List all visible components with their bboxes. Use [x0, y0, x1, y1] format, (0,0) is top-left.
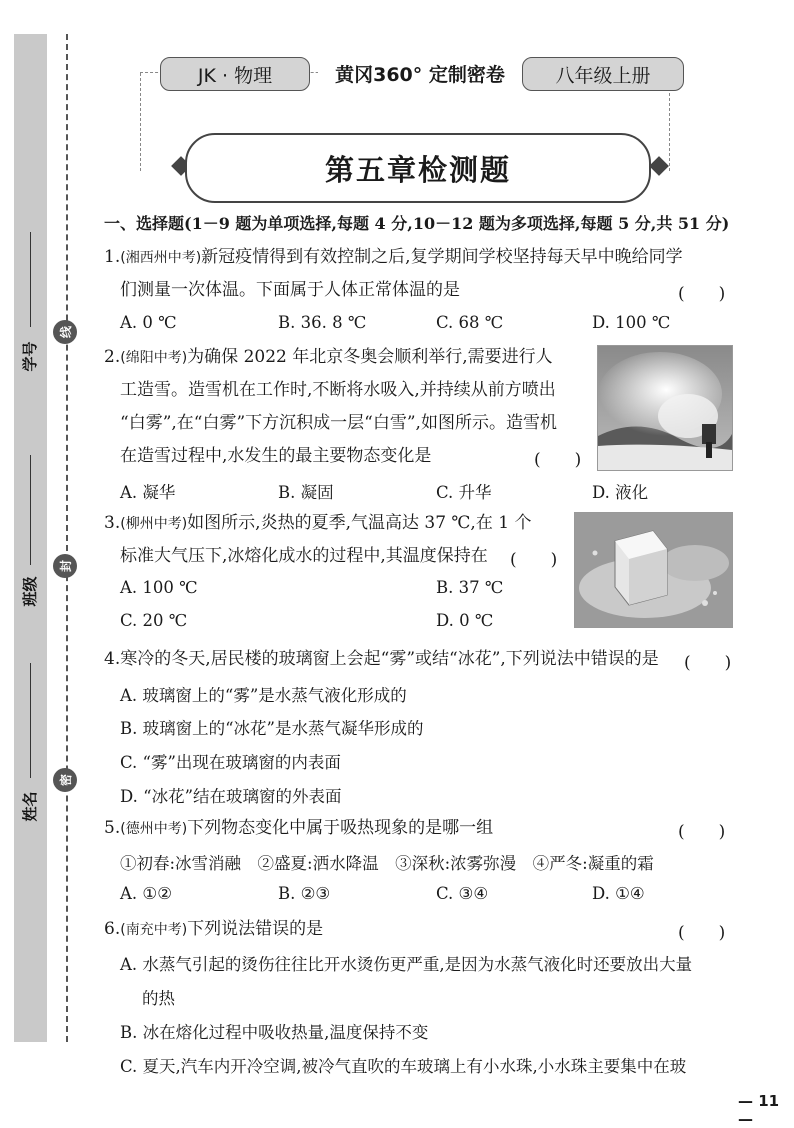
- q2-option-a: A. 凝华: [120, 483, 176, 502]
- page-title-text: 第五章检测题: [324, 152, 511, 187]
- brand-name: 黄冈360° 定制密卷: [318, 57, 522, 89]
- name-line: [30, 663, 31, 778]
- snow-machine-illustration: [598, 346, 732, 470]
- q4-option-c: C. “雾”出现在玻璃窗的内表面: [120, 753, 341, 772]
- class-line: [30, 455, 31, 565]
- q5-option-d: D. ①④: [592, 884, 645, 903]
- q2-option-d: D. 液化: [592, 483, 649, 502]
- q5-items: ①初春:冰雪消融 ②盛夏:洒水降温 ③深秋:浓雾弥漫 ④严冬:凝重的霜: [120, 854, 654, 873]
- q2-text1: 为确保 2022 年北京冬奥会顺利举行,需要进行人: [187, 347, 553, 367]
- q2-answer-paren: ( ): [534, 450, 582, 470]
- student-id-line: [30, 232, 31, 327]
- q2-option-b: B. 凝固: [278, 483, 334, 502]
- q1-number: 1.: [104, 247, 121, 267]
- q6-source: (南充中考): [120, 922, 188, 938]
- q4-text1: 寒冷的冬天,居民楼的玻璃窗上会起“雾”或结“冰花”,下列说法中错误的是: [120, 649, 659, 669]
- q1-answer-paren: ( ): [678, 284, 726, 304]
- q3-option-a: A. 100 ℃: [120, 578, 198, 597]
- q5-line1: [104, 817, 493, 840]
- q6-option-a-line2: 的热: [142, 989, 175, 1008]
- q1-line1: [104, 246, 683, 269]
- q3-option-d: D. 0 ℃: [436, 611, 494, 630]
- q1-line2: 们测量一次体温。下面属于人体正常体温的是: [120, 280, 460, 300]
- section-heading: 一、选择题(1－9 题为单项选择,每题 4 分,10－12 题为多项选择,每题 5 分,共 51 分): [104, 214, 730, 233]
- q5-option-c: C. ③④: [436, 884, 489, 903]
- q6-option-a-line1: A. 水蒸气引起的烫伤往往比开水烫伤更严重,是因为水蒸气液化时还要放出大量: [120, 955, 693, 974]
- student-id-label: 学号: [21, 341, 39, 372]
- q3-line1: [104, 512, 531, 535]
- q2-option-c: C. 升华: [436, 483, 492, 502]
- q5-option-b: B. ②③: [278, 884, 331, 903]
- q4-number: 4.: [104, 649, 121, 669]
- q3-answer-paren: ( ): [510, 550, 558, 570]
- q2-number: 2.: [104, 347, 121, 367]
- page-title: [185, 133, 651, 203]
- q4-line1: [104, 648, 659, 670]
- q1-option-d: D. 100 ℃: [592, 313, 671, 332]
- q6-answer-paren: ( ): [678, 923, 726, 943]
- q3-line2: 标准大气压下,冰熔化成水的过程中,其温度保持在: [120, 546, 488, 566]
- q2-line1: [104, 346, 553, 369]
- ice-cube-image: [574, 512, 733, 628]
- q1-text1: 新冠疫情得到有效控制之后,复学期间学校坚持每天早中晚给同学: [201, 247, 683, 267]
- q4-answer-paren: ( ): [684, 653, 732, 673]
- q5-option-a: A. ①②: [120, 884, 172, 903]
- class-label: 班级: [21, 576, 39, 607]
- seal-dense-mark: 密: [53, 768, 77, 792]
- q1-option-c: C. 68 ℃: [436, 313, 504, 332]
- seal-seal-mark: 封: [53, 554, 77, 578]
- q6-number: 6.: [104, 919, 121, 939]
- ice-cube-illustration: [575, 513, 732, 627]
- q5-text1: 下列物态变化中属于吸热现象的是哪一组: [187, 818, 494, 838]
- q5-answer-paren: ( ): [678, 822, 726, 842]
- q6-line1: [104, 918, 323, 941]
- q2-line2: 工造雪。造雪机在工作时,不断将水吸入,并持续从前方喷出: [120, 380, 556, 400]
- snow-machine-image: [597, 345, 733, 471]
- q6-option-b: B. 冰在熔化过程中吸收热量,温度保持不变: [120, 1023, 429, 1042]
- q3-source: (柳州中考): [120, 516, 188, 532]
- name-label: 姓名: [21, 791, 39, 822]
- seal-line-mark: 线: [53, 320, 77, 344]
- q5-source: (德州中考): [120, 821, 188, 837]
- q1-source: (湘西州中考): [120, 250, 202, 266]
- q4-option-a: A. 玻璃窗上的“雾”是水蒸气液化形成的: [120, 686, 407, 705]
- q1-option-a: A. 0 ℃: [120, 313, 177, 332]
- q2-source: (绵阳中考): [120, 350, 188, 366]
- q3-option-c: C. 20 ℃: [120, 611, 188, 630]
- page-number: — 11 —: [738, 1092, 780, 1128]
- q6-text1: 下列说法错误的是: [187, 919, 324, 939]
- q1-option-b: B. 36. 8 ℃: [278, 313, 367, 332]
- grade-tag: 八年级上册: [522, 57, 684, 91]
- q5-number: 5.: [104, 818, 121, 838]
- q4-option-b: B. 玻璃窗上的“冰花”是水蒸气凝华形成的: [120, 719, 424, 738]
- subject-tag: JK · 物理: [160, 57, 310, 91]
- q6-option-c-line1: C. 夏天,汽车内开冷空调,被冷气直吹的车玻璃上有小水珠,小水珠主要集中在玻: [120, 1057, 687, 1076]
- q2-line4: 在造雪过程中,水发生的最主要物态变化是: [120, 446, 432, 466]
- q3-number: 3.: [104, 513, 121, 533]
- q4-option-d: D. “冰花”结在玻璃窗的外表面: [120, 787, 342, 806]
- q3-text1: 如图所示,炎热的夏季,气温高达 37 ℃,在 1 个: [187, 513, 532, 533]
- cut-line: [66, 34, 68, 1042]
- q2-line3: “白雾”,在“白雾”下方沉积成一层“白雪”,如图所示。造雪机: [120, 413, 557, 433]
- q3-option-b: B. 37 ℃: [436, 578, 504, 597]
